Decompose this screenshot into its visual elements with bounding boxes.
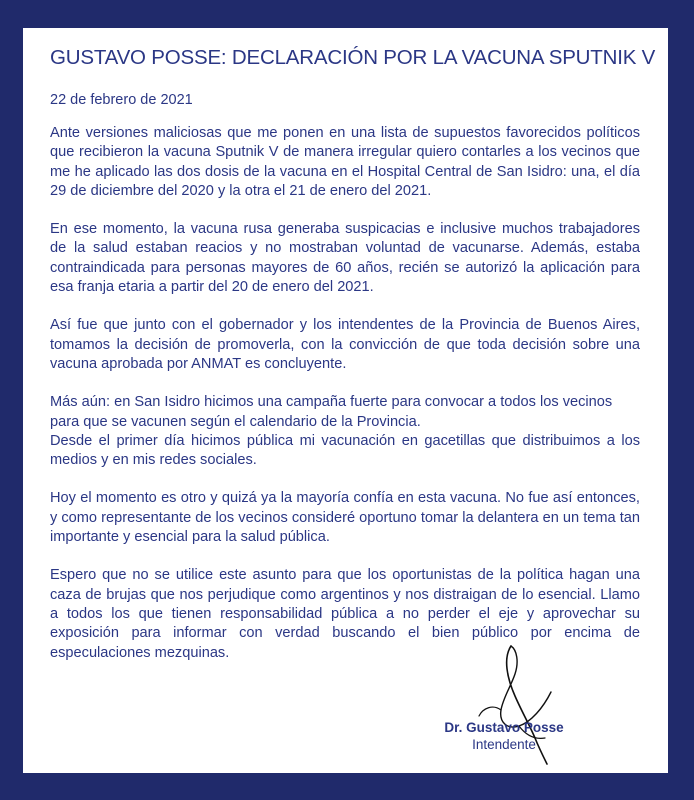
paragraph-2: En ese momento, la vacuna rusa generaba suspicacias e inclusive muchos trabajadores de la salud estaban reacios y no mostraban voluntad de vacunarse. Además, estaba contraindicada para personas mayores de 60 años, recién se autorizó la aplicación para esa franja etaria a partir del 20 de enero del 2021. — [50, 221, 640, 296]
paragraph-7: Espero que no se utilice este asunto para que los oportunistas de la política hagan una caza de brujas que nos perjudique como argentinos y nos distraigan de lo esencial. Llamo a todos los que tienen responsabilidad pública a no perder el eje y aprovechar su exposición para informar con verdad buscando el bien público por encima de especulaciones mezquinas. — [50, 567, 640, 661]
paragraph-4: Más aún: en San Isidro hicimos una campaña fuerte para convocar a todos los vecinos para que se vacunen según el calendario de la Provincia. — [50, 394, 613, 430]
paragraph-1: Ante versiones maliciosas que me ponen en una lista de supuestos favorecidos políticos que recibieron la vacuna Sputnik V de manera irregular quiero contarles a los vecinos que me he aplicado las dos dosis de la vacuna en el Hospital Central de San Isidro: una, el día 29 de diciembre del 2020 y la otra el 21 de enero del 2021. — [50, 125, 640, 199]
document-body — [50, 124, 640, 682]
paragraph-3: Así fue que junto con el gobernador y los intendentes de la Provincia de Buenos Aires, tomamos la decisión de promoverla, con la convicción de que toda decisión sobre una vacuna aprobada por ANMAT es concluyente. — [50, 317, 640, 372]
document-title: GUSTAVO POSSE: DECLARACIÓN POR LA VACUNA SPUTNIK V — [50, 46, 656, 69]
document-date: 22 de febrero de 2021 — [50, 92, 193, 108]
paragraph-6: Hoy el momento es otro y quizá ya la mayoría confía en esta vacuna. No fue así entonces, y como representante de los vecinos consideré oportuno tomar la delantera en un tema tan importante y esencial para la salud pública. — [50, 490, 640, 546]
signer-role: Intendente — [472, 737, 536, 752]
paragraph-5: Desde el primer día hicimos pública mi vacunación en gacetillas que distribuimos a los medios y en mis redes sociales. — [50, 432, 640, 469]
document-sheet — [23, 28, 668, 773]
signer-name: Dr. Gustavo Posse — [444, 720, 564, 735]
